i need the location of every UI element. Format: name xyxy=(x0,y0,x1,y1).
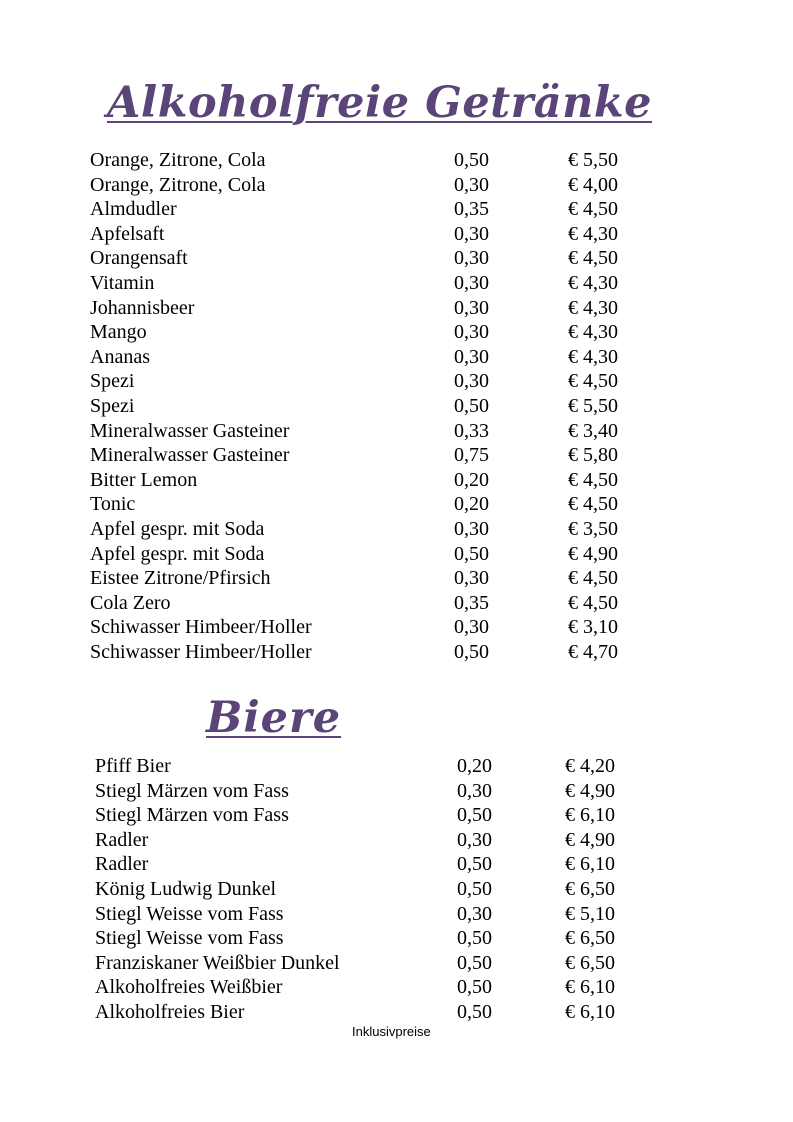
item-name: Orange, Zitrone, Cola xyxy=(90,173,266,196)
list-item xyxy=(95,1000,655,1025)
item-price: € 4,30 xyxy=(568,296,618,319)
item-price: € 6,10 xyxy=(565,853,615,876)
item-price: € 6,50 xyxy=(565,877,615,900)
item-name: Mineralwasser Gasteiner xyxy=(90,444,290,467)
item-name: Schiwasser Himbeer/Holler xyxy=(90,640,312,663)
item-size: 0,50 xyxy=(454,640,489,663)
price-footnote: Inklusivpreise xyxy=(352,1024,431,1039)
item-name: Franziskaner Weißbier Dunkel xyxy=(95,951,340,974)
item-price: € 5,10 xyxy=(565,902,615,925)
item-price: € 6,10 xyxy=(565,976,615,999)
list-item xyxy=(90,443,650,468)
item-size: 0,30 xyxy=(457,902,492,925)
item-price: € 6,10 xyxy=(565,1000,615,1023)
list-item xyxy=(90,148,650,173)
item-name: Schiwasser Himbeer/Holler xyxy=(90,616,312,639)
item-name: Orangensaft xyxy=(90,247,188,270)
item-size: 0,50 xyxy=(457,853,492,876)
item-size: 0,20 xyxy=(454,493,489,516)
item-size: 0,50 xyxy=(457,951,492,974)
item-size: 0,30 xyxy=(454,222,489,245)
list-item xyxy=(95,877,655,902)
item-name: Alkoholfreies Weißbier xyxy=(95,976,283,999)
item-name: Mineralwasser Gasteiner xyxy=(90,419,290,442)
item-name: Mango xyxy=(90,321,147,344)
item-price: € 6,10 xyxy=(565,804,615,827)
item-size: 0,30 xyxy=(454,567,489,590)
item-price: € 4,90 xyxy=(565,779,615,802)
list-item xyxy=(90,517,650,542)
item-name: Alkoholfreies Bier xyxy=(95,1000,245,1023)
section-title-soft-drinks: Alkoholfreie Getränke xyxy=(107,78,652,128)
list-item xyxy=(90,492,650,517)
item-size: 0,75 xyxy=(454,444,489,467)
item-name: Apfel gespr. mit Soda xyxy=(90,517,265,540)
item-price: € 5,50 xyxy=(568,149,618,171)
item-size: 0,30 xyxy=(457,779,492,802)
item-size: 0,50 xyxy=(457,927,492,950)
item-size: 0,50 xyxy=(457,1000,492,1023)
item-price: € 4,30 xyxy=(568,222,618,245)
item-name: Stiegl Weisse vom Fass xyxy=(95,902,284,925)
item-price: € 4,50 xyxy=(568,370,618,393)
item-price: € 3,40 xyxy=(568,419,618,442)
item-name: Apfel gespr. mit Soda xyxy=(90,542,265,565)
item-name: Radler xyxy=(95,828,149,851)
list-item xyxy=(90,271,650,296)
list-item xyxy=(90,468,650,493)
item-name: Spezi xyxy=(90,394,135,417)
item-price: € 4,50 xyxy=(568,198,618,221)
list-item xyxy=(90,566,650,591)
item-name: Stiegl Märzen vom Fass xyxy=(95,779,289,802)
item-name: Bitter Lemon xyxy=(90,468,198,491)
item-size: 0,30 xyxy=(454,517,489,540)
item-name: Stiegl Weisse vom Fass xyxy=(95,927,284,950)
item-name: Johannisbeer xyxy=(90,296,195,319)
item-name: Eistee Zitrone/Pfirsich xyxy=(90,567,271,590)
list-item xyxy=(90,615,650,640)
item-size: 0,33 xyxy=(454,419,489,442)
list-item xyxy=(95,951,655,976)
item-name: Orange, Zitrone, Cola xyxy=(90,149,266,171)
item-size: 0,30 xyxy=(454,173,489,196)
item-name: König Ludwig Dunkel xyxy=(95,877,277,900)
item-name: Almdudler xyxy=(90,198,177,221)
item-price: € 6,50 xyxy=(565,927,615,950)
item-name: Cola Zero xyxy=(90,591,171,614)
list-item xyxy=(90,296,650,321)
list-item xyxy=(90,222,650,247)
item-price: € 4,90 xyxy=(568,542,618,565)
list-item xyxy=(95,852,655,877)
item-size: 0,30 xyxy=(454,321,489,344)
list-item xyxy=(95,902,655,927)
item-name: Spezi xyxy=(90,370,135,393)
list-item xyxy=(90,419,650,444)
list-item xyxy=(90,197,650,222)
item-name: Apfelsaft xyxy=(90,222,165,245)
item-name: Stiegl Märzen vom Fass xyxy=(95,804,289,827)
item-price: € 4,90 xyxy=(565,828,615,851)
item-price: € 3,10 xyxy=(568,616,618,639)
item-price: € 6,50 xyxy=(565,951,615,974)
list-item xyxy=(90,173,650,198)
item-name: Pfiff Bier xyxy=(95,755,171,777)
item-size: 0,35 xyxy=(454,198,489,221)
list-item xyxy=(95,779,655,804)
item-size: 0,20 xyxy=(454,468,489,491)
list-item xyxy=(95,828,655,853)
item-price: € 4,70 xyxy=(568,640,618,663)
list-item xyxy=(90,542,650,567)
item-size: 0,50 xyxy=(454,149,489,171)
item-price: € 4,50 xyxy=(568,591,618,614)
item-price: € 4,50 xyxy=(568,468,618,491)
list-item xyxy=(95,754,655,779)
item-size: 0,30 xyxy=(454,247,489,270)
item-size: 0,30 xyxy=(454,616,489,639)
item-size: 0,30 xyxy=(454,271,489,294)
item-size: 0,35 xyxy=(454,591,489,614)
item-price: € 4,50 xyxy=(568,493,618,516)
soft-drinks-list xyxy=(90,148,650,664)
list-item xyxy=(95,975,655,1000)
list-item xyxy=(90,640,650,665)
item-size: 0,30 xyxy=(454,345,489,368)
item-name: Vitamin xyxy=(90,271,155,294)
item-price: € 4,20 xyxy=(565,755,615,777)
item-size: 0,50 xyxy=(454,542,489,565)
list-item xyxy=(95,803,655,828)
beer-list xyxy=(95,754,655,1025)
item-size: 0,20 xyxy=(457,755,492,777)
list-item xyxy=(90,591,650,616)
item-price: € 5,50 xyxy=(568,394,618,417)
item-size: 0,30 xyxy=(454,370,489,393)
item-size: 0,50 xyxy=(457,976,492,999)
item-size: 0,50 xyxy=(457,804,492,827)
item-name: Ananas xyxy=(90,345,150,368)
item-price: € 4,30 xyxy=(568,321,618,344)
item-size: 0,30 xyxy=(454,296,489,319)
list-item xyxy=(90,369,650,394)
item-size: 0,30 xyxy=(457,828,492,851)
list-item xyxy=(90,320,650,345)
item-name: Tonic xyxy=(90,493,136,516)
item-size: 0,50 xyxy=(454,394,489,417)
list-item xyxy=(90,394,650,419)
item-price: € 4,30 xyxy=(568,345,618,368)
list-item xyxy=(90,246,650,271)
list-item xyxy=(95,926,655,951)
item-price: € 4,00 xyxy=(568,173,618,196)
item-name: Radler xyxy=(95,853,149,876)
item-price: € 4,50 xyxy=(568,247,618,270)
list-item xyxy=(90,345,650,370)
item-price: € 4,50 xyxy=(568,567,618,590)
item-price: € 4,30 xyxy=(568,271,618,294)
section-title-beers: Biere xyxy=(206,693,342,743)
item-price: € 3,50 xyxy=(568,517,618,540)
item-size: 0,50 xyxy=(457,877,492,900)
item-price: € 5,80 xyxy=(568,444,618,467)
